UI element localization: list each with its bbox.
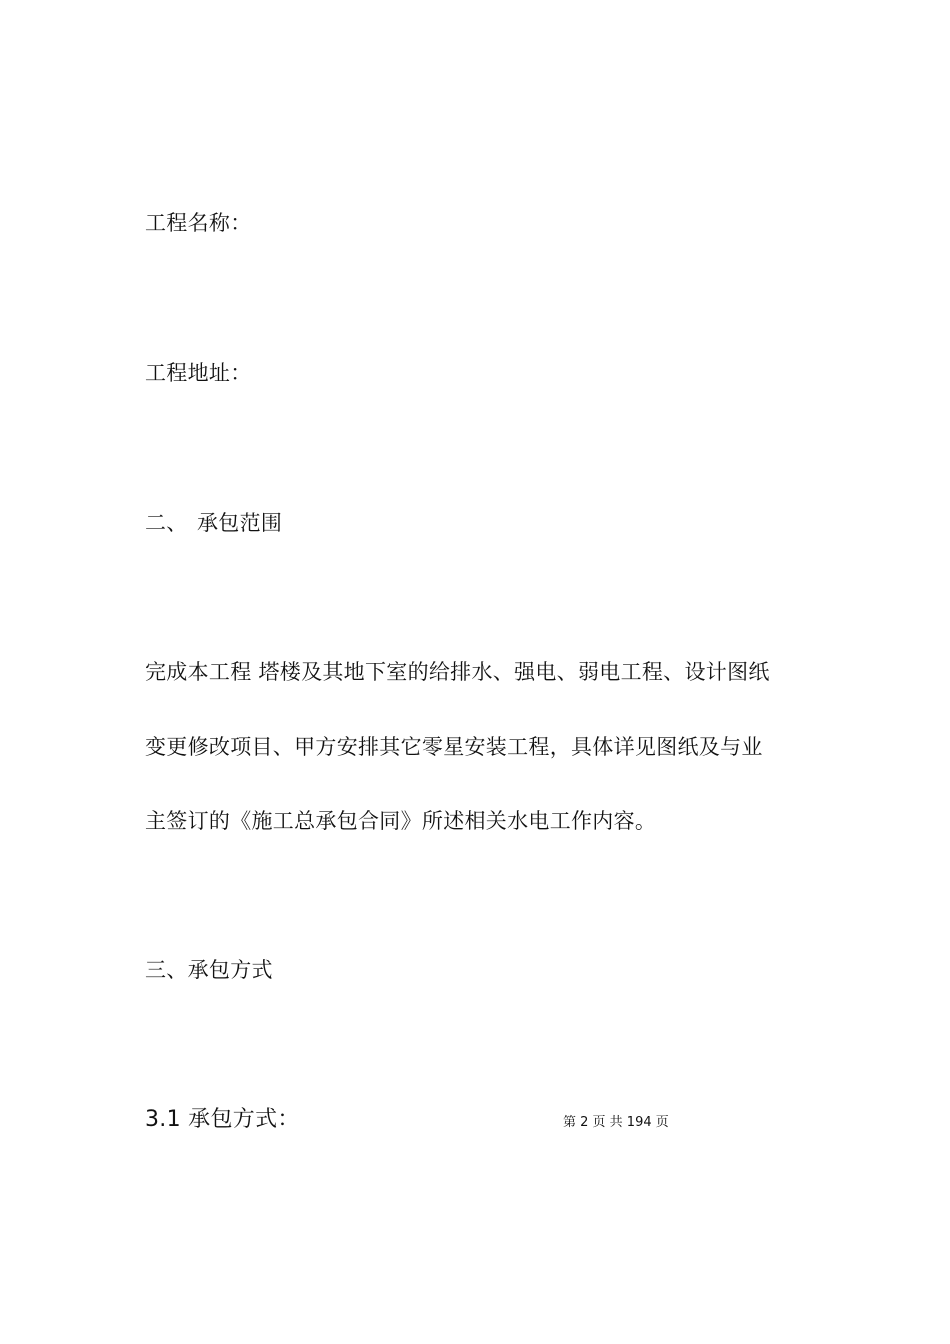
project-address-label: 工程地址：	[145, 361, 252, 385]
section-3-heading: 三、承包方式	[145, 958, 273, 982]
scope-paragraph-line-1: 完成本工程 塔楼及其地下室的给排水、强电、弱电工程、设计图纸	[145, 660, 770, 684]
scope-paragraph-line-2: 变更修改项目、甲方安排其它零星安装工程，具体详见图纸及与业	[145, 735, 763, 759]
page-indicator: 第 2 页 共 194 页	[563, 1115, 669, 1130]
scope-paragraph-line-3: 主签订的《施工总承包合同》所述相关水电工作内容。	[145, 809, 657, 833]
section-2-heading	[145, 508, 282, 538]
project-name-label: 工程名称：	[145, 211, 252, 235]
section-2-title: 承包范围	[197, 511, 283, 535]
subsection-3-1-heading: 3.1 承包方式：	[145, 1107, 300, 1132]
section-2-number: 二、	[145, 511, 188, 535]
